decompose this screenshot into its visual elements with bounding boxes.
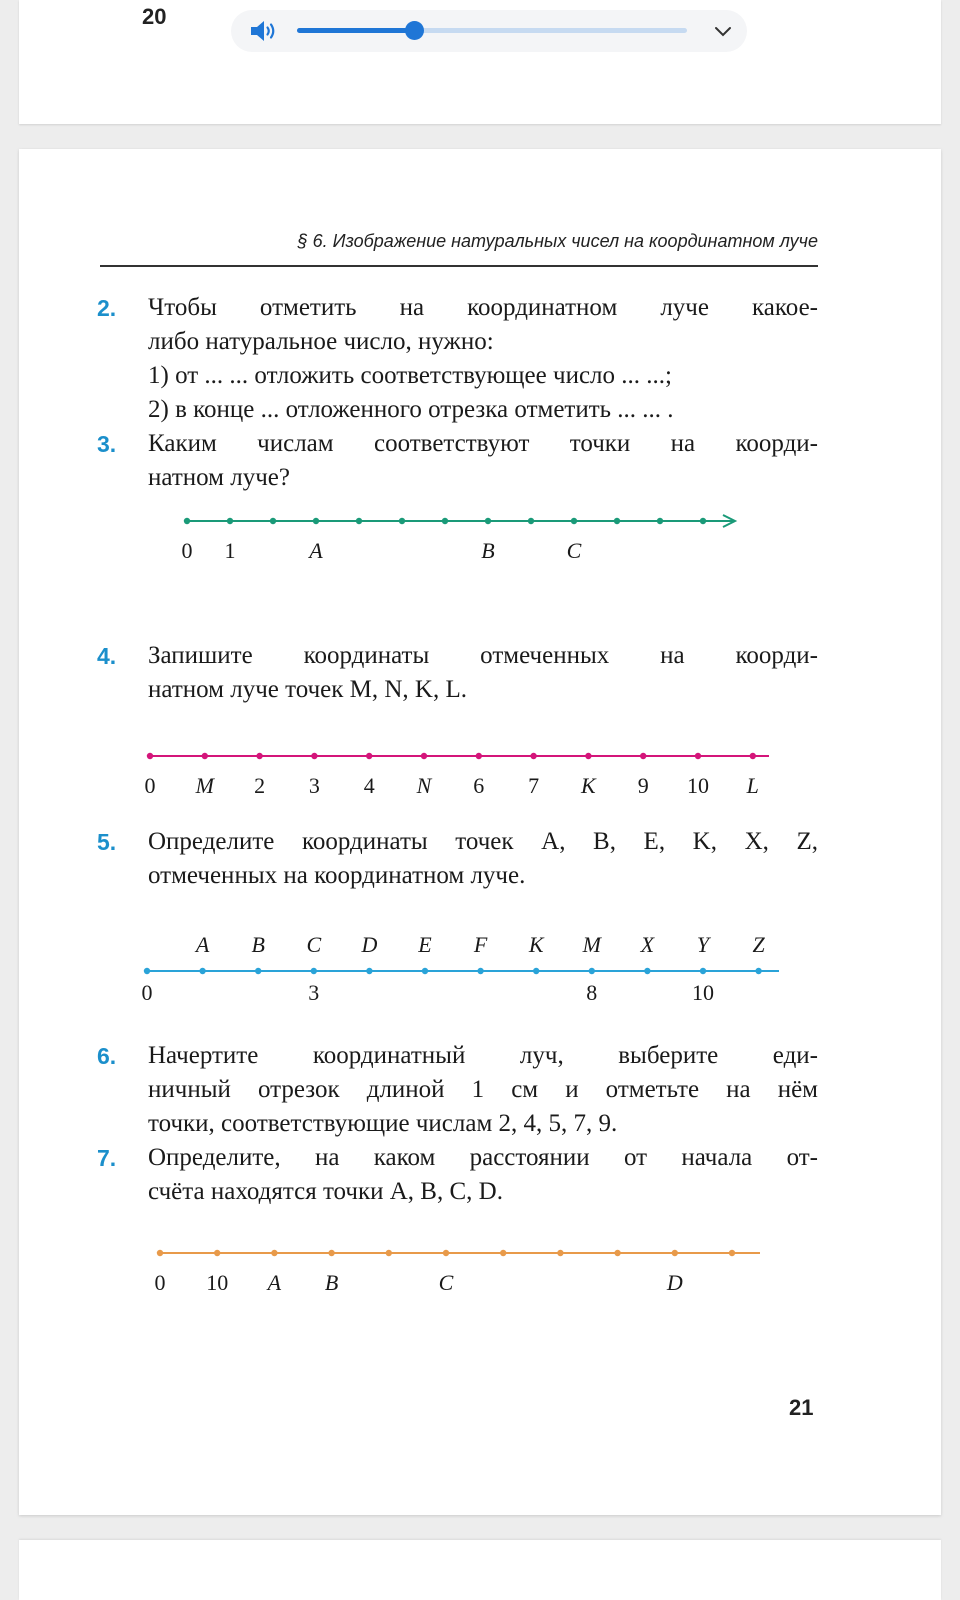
coordinate-ray-problem-7 — [19, 1239, 941, 1299]
next-page — [19, 1540, 941, 1600]
ray-tick — [256, 753, 262, 759]
problem-text — [148, 1039, 818, 1141]
ray-label: 2 — [254, 773, 266, 798]
ray-label: 10 — [206, 1270, 229, 1295]
ray-label: K — [528, 932, 544, 957]
ray-label: A — [195, 932, 210, 957]
ray-label: 10 — [687, 773, 709, 798]
problem-line: отмеченных на координатном луче. — [148, 862, 526, 889]
problem-line: ничный отрезок длиной 1 см и отметьте на нём — [148, 1076, 818, 1103]
ray-tick — [614, 518, 620, 524]
ray-tick — [386, 1250, 392, 1256]
problem-line: Чтобы отметить на координатном луче какое- — [148, 294, 818, 321]
ray-tick — [700, 518, 706, 524]
ray-tick — [585, 753, 591, 759]
ray-tick — [184, 518, 190, 524]
coordinate-ray-problem-5 — [19, 924, 941, 1009]
ray-label: B — [481, 538, 495, 563]
problem-line: Запишите координаты отмеченных на коорди- — [148, 642, 818, 669]
audio-progress-slider[interactable] — [297, 28, 687, 33]
ray-tick — [640, 753, 646, 759]
ray-tick — [270, 518, 276, 524]
problem-line: 2) в конце ... отложенного отрезка отметить ... ... . — [148, 396, 674, 423]
ray-label: M — [195, 773, 214, 798]
problem-number: 5. — [97, 829, 117, 855]
ray-label: X — [640, 932, 655, 957]
ray-tick — [755, 968, 761, 974]
problem-line: точки, соответствующие числам 2, 4, 5, 7, 9. — [148, 1110, 618, 1137]
ray-tick — [528, 518, 534, 524]
ray-tick — [144, 968, 150, 974]
ray-label: C — [438, 1270, 454, 1295]
ray-tick — [202, 753, 208, 759]
ray-tick — [477, 968, 483, 974]
ray-label: 4 — [363, 773, 375, 798]
textbook-page — [19, 149, 941, 1515]
ray-tick — [399, 518, 405, 524]
ray-tick — [557, 1250, 563, 1256]
ray-label: C — [306, 932, 322, 957]
problem-number: 4. — [97, 643, 117, 669]
ray-tick — [443, 1250, 449, 1256]
ray-label: B — [324, 1270, 339, 1295]
ray-tick — [328, 1250, 334, 1256]
problem-line: Начертите координатный луч, выберите еди- — [148, 1042, 818, 1069]
ray-tick — [700, 968, 706, 974]
problem-line: Определите, на каком расстоянии от начала от- — [148, 1144, 818, 1171]
problem-line: натном луче? — [148, 464, 290, 491]
speaker-volume-icon[interactable] — [248, 19, 278, 43]
ray-tick — [500, 1250, 506, 1256]
ray-tick — [533, 968, 539, 974]
ray-tick — [571, 518, 577, 524]
ray-label: 3 — [308, 773, 320, 798]
ray-tick — [729, 1250, 735, 1256]
ray-label: 0 — [144, 773, 156, 798]
previous-page-number: 20 — [142, 4, 167, 29]
problem-number: 6. — [97, 1043, 117, 1069]
problem-line: счёта находятся точки A, B, C, D. — [148, 1178, 503, 1205]
ray-tick — [313, 518, 319, 524]
audio-progress-thumb[interactable] — [405, 21, 424, 40]
ray-tick — [199, 968, 205, 974]
chevron-down-icon[interactable] — [714, 24, 732, 38]
ray-tick — [750, 753, 756, 759]
ray-tick — [356, 518, 362, 524]
ray-label: A — [309, 538, 323, 563]
problem-text — [148, 825, 818, 893]
problem-text — [148, 427, 818, 495]
problem-line: Определите координаты точек A, B, E, K, X, Z, — [148, 828, 818, 855]
ray-tick — [614, 1250, 620, 1256]
ray-tick — [255, 968, 261, 974]
ray-label: A — [267, 1270, 282, 1295]
running-header: § 6. Изображение натуральных чисел на координатном луче — [297, 231, 818, 251]
ray-tick — [311, 968, 317, 974]
ray-tick — [366, 968, 372, 974]
ray-tick — [442, 518, 448, 524]
ray-label: B — [251, 932, 265, 957]
ray-tick — [644, 968, 650, 974]
previous-page — [19, 0, 941, 124]
audio-player — [231, 10, 747, 52]
ray-label: F — [473, 932, 488, 957]
ray-label: M — [582, 932, 601, 957]
ray-label: 10 — [692, 980, 714, 1005]
ray-label: N — [416, 773, 432, 798]
ray-tick — [421, 753, 427, 759]
problem-number: 7. — [97, 1145, 117, 1171]
ray-tick — [214, 1250, 220, 1256]
ray-tick — [147, 753, 153, 759]
problem-line: натном луче точек M, N, K, L. — [148, 676, 467, 703]
ray-label: E — [418, 932, 432, 957]
ray-tick — [366, 753, 372, 759]
problem-line: 1) от ... ... отложить соответствующее число ... ...; — [148, 362, 672, 389]
ray-label: 0 — [154, 1270, 166, 1295]
ray-label: Z — [752, 932, 765, 957]
coordinate-ray-problem-3 — [19, 504, 941, 564]
header-divider — [100, 265, 818, 267]
audio-progress-fill — [297, 28, 414, 33]
ray-label: Y — [696, 932, 710, 957]
problem-line: либо натуральное число, нужно: — [148, 328, 494, 355]
ray-tick — [476, 753, 482, 759]
ray-label: 1 — [224, 538, 236, 563]
ray-label: K — [581, 773, 596, 798]
ray-tick — [657, 518, 663, 524]
problem-number: 2. — [97, 295, 117, 321]
ray-tick — [157, 1250, 163, 1256]
problem-text — [148, 639, 818, 707]
ray-label: L — [746, 773, 759, 798]
ray-tick — [695, 753, 701, 759]
ray-tick — [311, 753, 317, 759]
ray-label: 7 — [528, 773, 540, 798]
ray-label: D — [361, 932, 378, 957]
ray-label: 0 — [181, 538, 193, 563]
ray-label: 8 — [586, 980, 598, 1005]
problem-number: 3. — [97, 431, 117, 457]
ray-tick — [672, 1250, 678, 1256]
page-number: 21 — [789, 1395, 814, 1420]
ray-label: 3 — [308, 980, 320, 1005]
problem-text — [148, 291, 818, 427]
ray-tick — [589, 968, 595, 974]
ray-tick — [422, 968, 428, 974]
ray-label: C — [566, 538, 582, 563]
ray-label: 9 — [637, 773, 649, 798]
ray-label: D — [666, 1270, 683, 1295]
problem-text — [148, 1141, 818, 1209]
ray-tick — [530, 753, 536, 759]
ray-label: 6 — [473, 773, 485, 798]
ray-tick — [227, 518, 233, 524]
coordinate-ray-problem-4 — [19, 744, 941, 804]
problem-line: Каким числам соответствуют точки на коорди- — [148, 430, 818, 457]
ray-label: 0 — [141, 980, 153, 1005]
ray-tick — [271, 1250, 277, 1256]
ray-tick — [485, 518, 491, 524]
